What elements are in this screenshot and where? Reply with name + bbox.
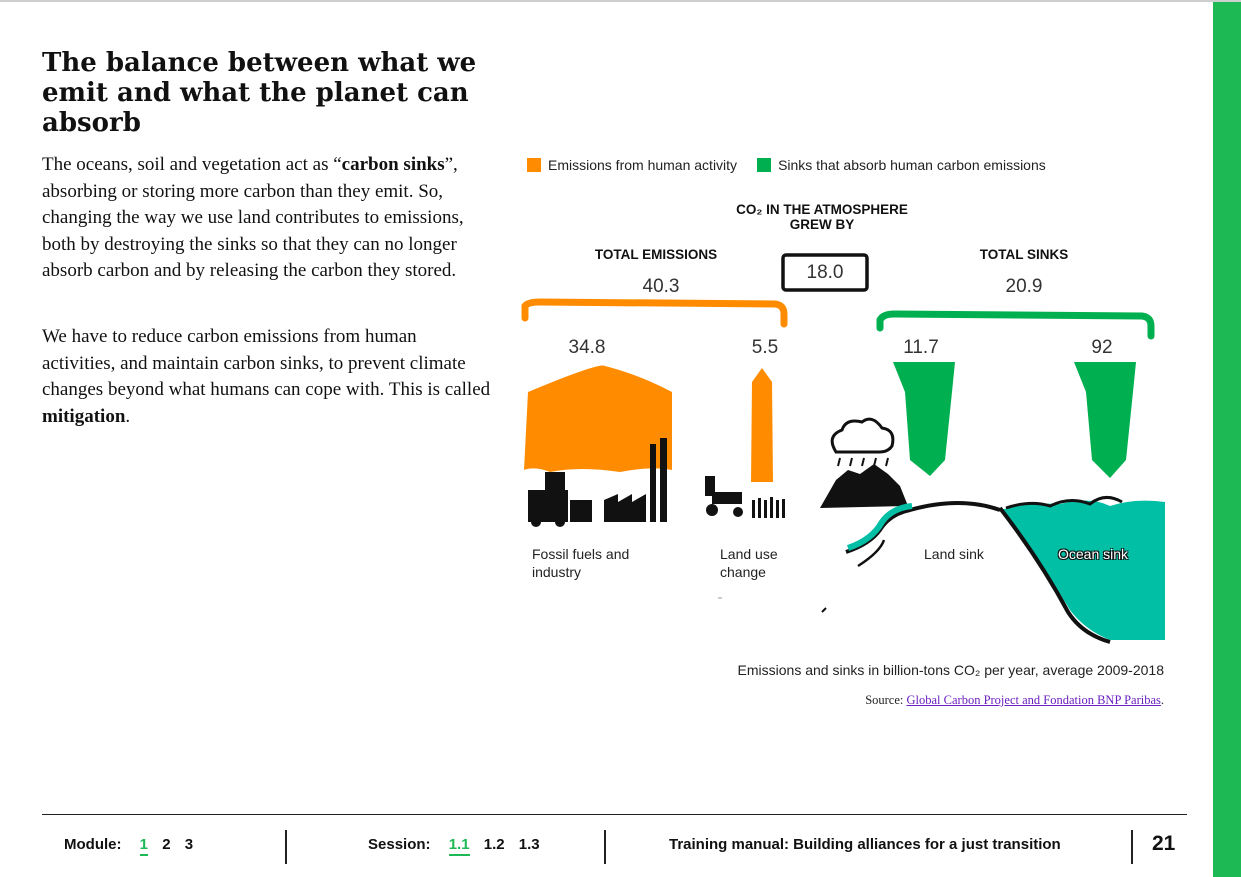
page-title: The balance between what we emit and what the planet can absorb — [42, 48, 477, 138]
oceansink-caption: Ocean sink — [1058, 546, 1129, 562]
atmosphere-label: CO₂ IN THE ATMOSPHERE GREW BY — [736, 202, 908, 232]
landuse-value: 5.5 — [751, 337, 779, 358]
atmosphere-value: 18.0 — [806, 262, 844, 283]
paragraph-mitigation: We have to reduce carbon emissions from human activities, and maintain carbon sinks, to prevent climate changes beyond what humans can cope with. This is called mitigation. — [42, 326, 491, 427]
bold-term: mitigation — [42, 405, 126, 427]
footer-divider — [604, 830, 606, 864]
chart-caption: Emissions and sinks in billion-tons CO₂ per year, average 2009-2018 — [737, 662, 1164, 678]
tractor-icon — [705, 476, 785, 518]
module-link-1[interactable]: 1 — [140, 836, 148, 856]
paragraph-carbon-sinks: The oceans, soil and vegetation act as “carbon sinks”, absorbing or storing more carbon than they emit. So, changing the way we use land contributes to emissions, both by destroying the sinks so that they can no longer absorb carbon and by releasing the carbon they stored. — [42, 154, 464, 281]
session-link-1-1[interactable]: 1.1 — [449, 836, 470, 856]
emissions-bracket — [525, 302, 784, 324]
oceansink-value: 92 — [1091, 337, 1113, 358]
landuse-emissions-arrow — [751, 368, 773, 482]
landsink-caption: Land sink — [924, 546, 984, 562]
total-sinks-value: 20.9 — [1005, 276, 1043, 297]
sinks-bracket — [880, 314, 1151, 336]
source-link[interactable]: Global Carbon Project and Fondation BNP Paribas — [906, 693, 1161, 707]
module-link-3[interactable]: 3 — [184, 836, 194, 853]
fossil-value: 34.8 — [568, 337, 606, 358]
landsink-arrow — [893, 362, 955, 476]
module-nav: Module: 1 2 3 — [64, 836, 193, 853]
landsink-value: 11.7 — [903, 337, 939, 358]
forest-icon — [820, 464, 908, 508]
legend-emissions: Emissions from human activity — [527, 157, 737, 173]
total-emissions-value: 40.3 — [642, 276, 680, 297]
session-link-1-3[interactable]: 1.3 — [518, 836, 540, 853]
fossil-emissions-arrow — [524, 366, 672, 472]
legend-sinks: Sinks that absorb human carbon emissions — [757, 157, 1046, 173]
session-nav: Session: 1.1 1.2 1.3 — [368, 836, 540, 853]
rain-cloud-icon — [832, 419, 893, 466]
footer-divider — [285, 830, 287, 864]
oceansink-arrow — [1074, 362, 1136, 478]
total-emissions-label: TOTAL EMISSIONS — [594, 247, 718, 262]
manual-title: Training manual: Building alliances for a just transition — [669, 836, 1061, 853]
atmosphere-box — [783, 255, 867, 290]
source-line: Source: Global Carbon Project and Fondation BNP Paribas. — [865, 693, 1164, 707]
fossil-caption: Fossil fuels and industry — [532, 546, 630, 580]
bold-term: carbon sinks — [341, 154, 445, 175]
footer-divider — [1131, 830, 1133, 864]
ocean-area — [1000, 500, 1165, 640]
landuse-caption: Land use change — [720, 546, 778, 580]
session-link-1-2[interactable]: 1.2 — [483, 836, 505, 853]
total-sinks-label: TOTAL SINKS — [979, 247, 1069, 262]
footer-rule — [42, 814, 1187, 815]
module-link-2[interactable]: 2 — [162, 836, 171, 853]
page-number: 21 — [1152, 832, 1176, 855]
